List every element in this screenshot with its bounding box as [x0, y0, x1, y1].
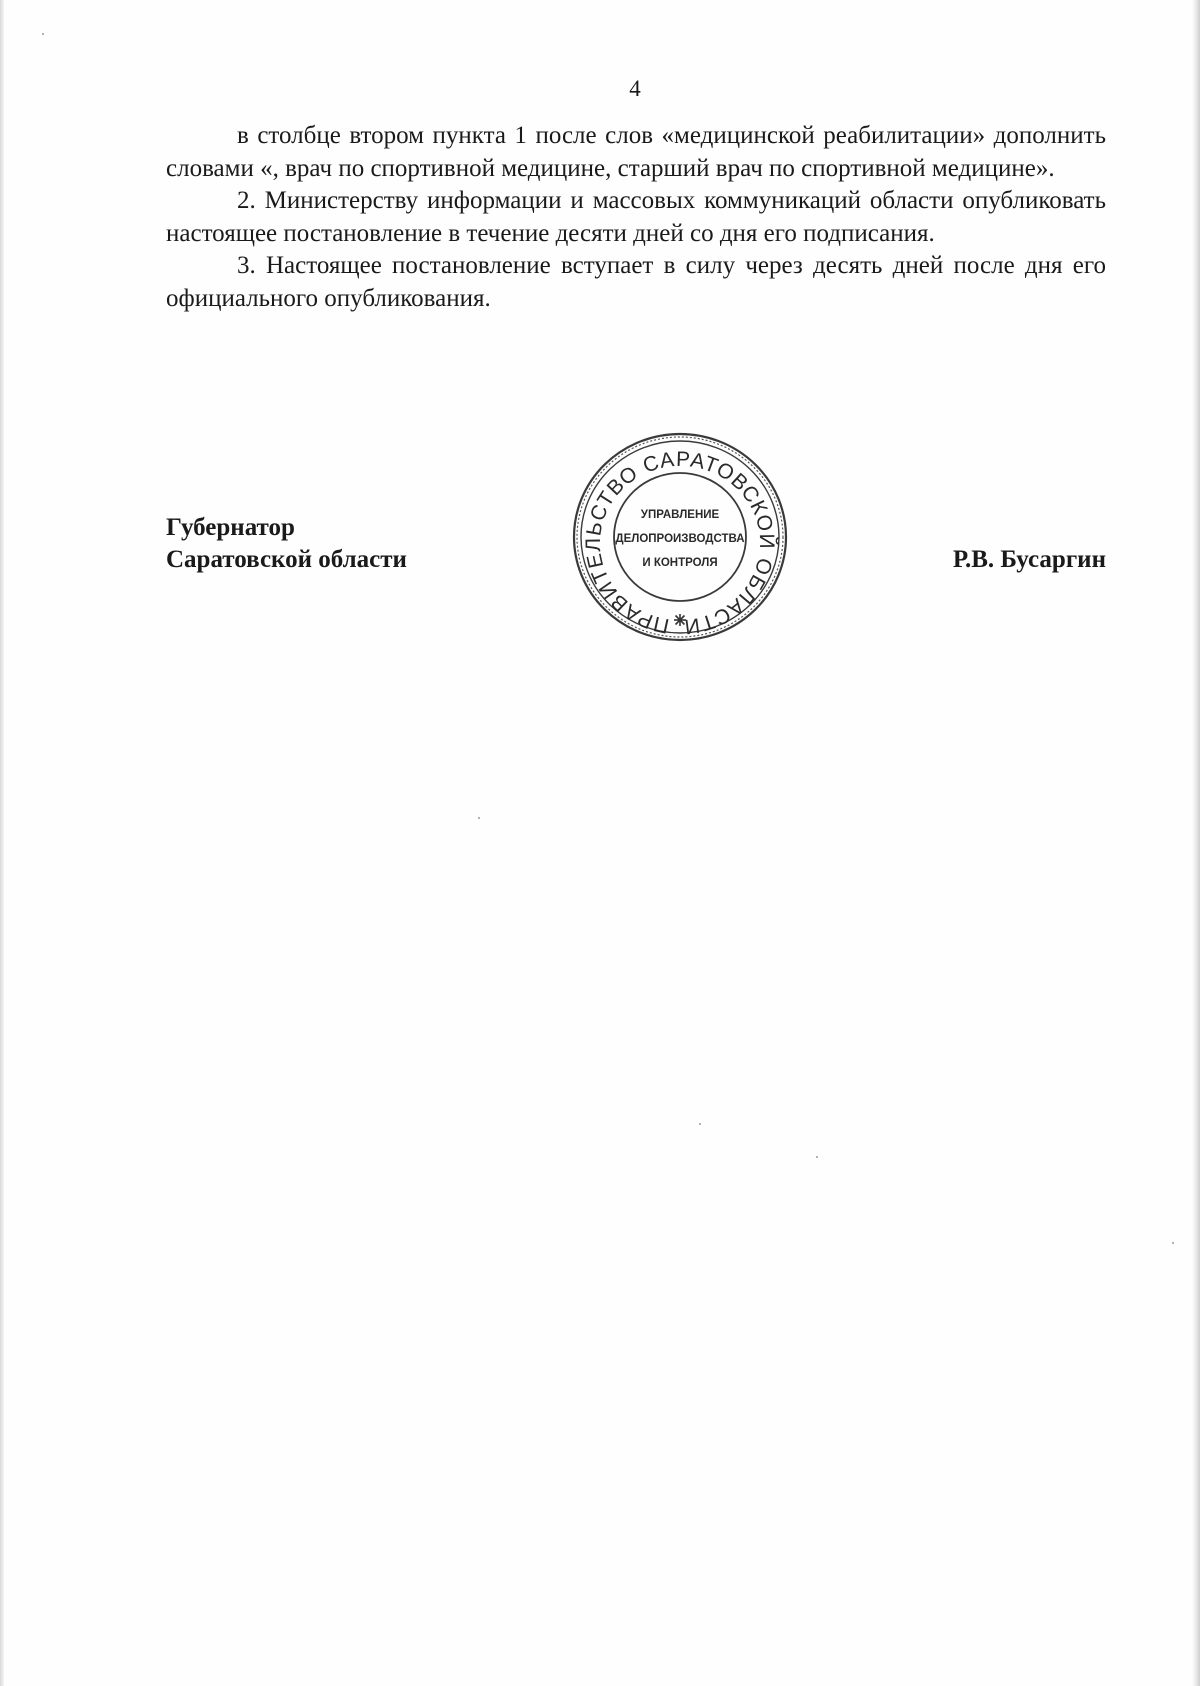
official-stamp — [570, 430, 790, 644]
stamp-ring-text: ПРАВИТЕЛЬСТВО САРАТОВСКОЙ ОБЛАСТИ — [581, 447, 779, 639]
paragraph-effective-date: 3. Настоящее постановление вступает в силу через десять дней после дня его официального опубликования. — [166, 252, 1106, 312]
document-body — [166, 120, 1106, 315]
stamp-center-line3: И КОНТРОЛЯ — [642, 557, 718, 569]
scan-speck — [699, 1123, 701, 1125]
scan-speck — [816, 1156, 818, 1158]
signatory-title-line1: Губернатор — [166, 514, 295, 541]
stamp-star-icon — [674, 614, 686, 626]
stamp-center-line2: ДЕЛОПРОИЗВОДСТВА — [615, 533, 745, 545]
scan-edge-left — [0, 0, 4, 1686]
signatory-title — [166, 512, 407, 576]
paragraph-amendment: в столбце втором пункта 1 после слов «медицинской реабилитации» дополнить словами «, врач по спортивной медицине, старший врач по спортивной медицине». — [166, 122, 1106, 182]
scan-speck — [42, 33, 44, 35]
signatory-name: Р.В. Бусаргин — [952, 546, 1106, 573]
scan-speck — [1172, 1242, 1174, 1244]
scan-speck — [478, 817, 480, 819]
stamp-seal-icon — [570, 430, 790, 644]
page-number: 4 — [629, 76, 641, 101]
stamp-center-line1: УПРАВЛЕНИЕ — [640, 509, 720, 521]
signatory-title-line2: Саратовской области — [166, 546, 407, 573]
paragraph-publication: 2. Министерству информации и массовых коммуникаций области опубликовать настоящее постановление в течение десяти дней со дня его подписания. — [166, 187, 1106, 247]
scan-edge-right — [1192, 0, 1200, 1686]
